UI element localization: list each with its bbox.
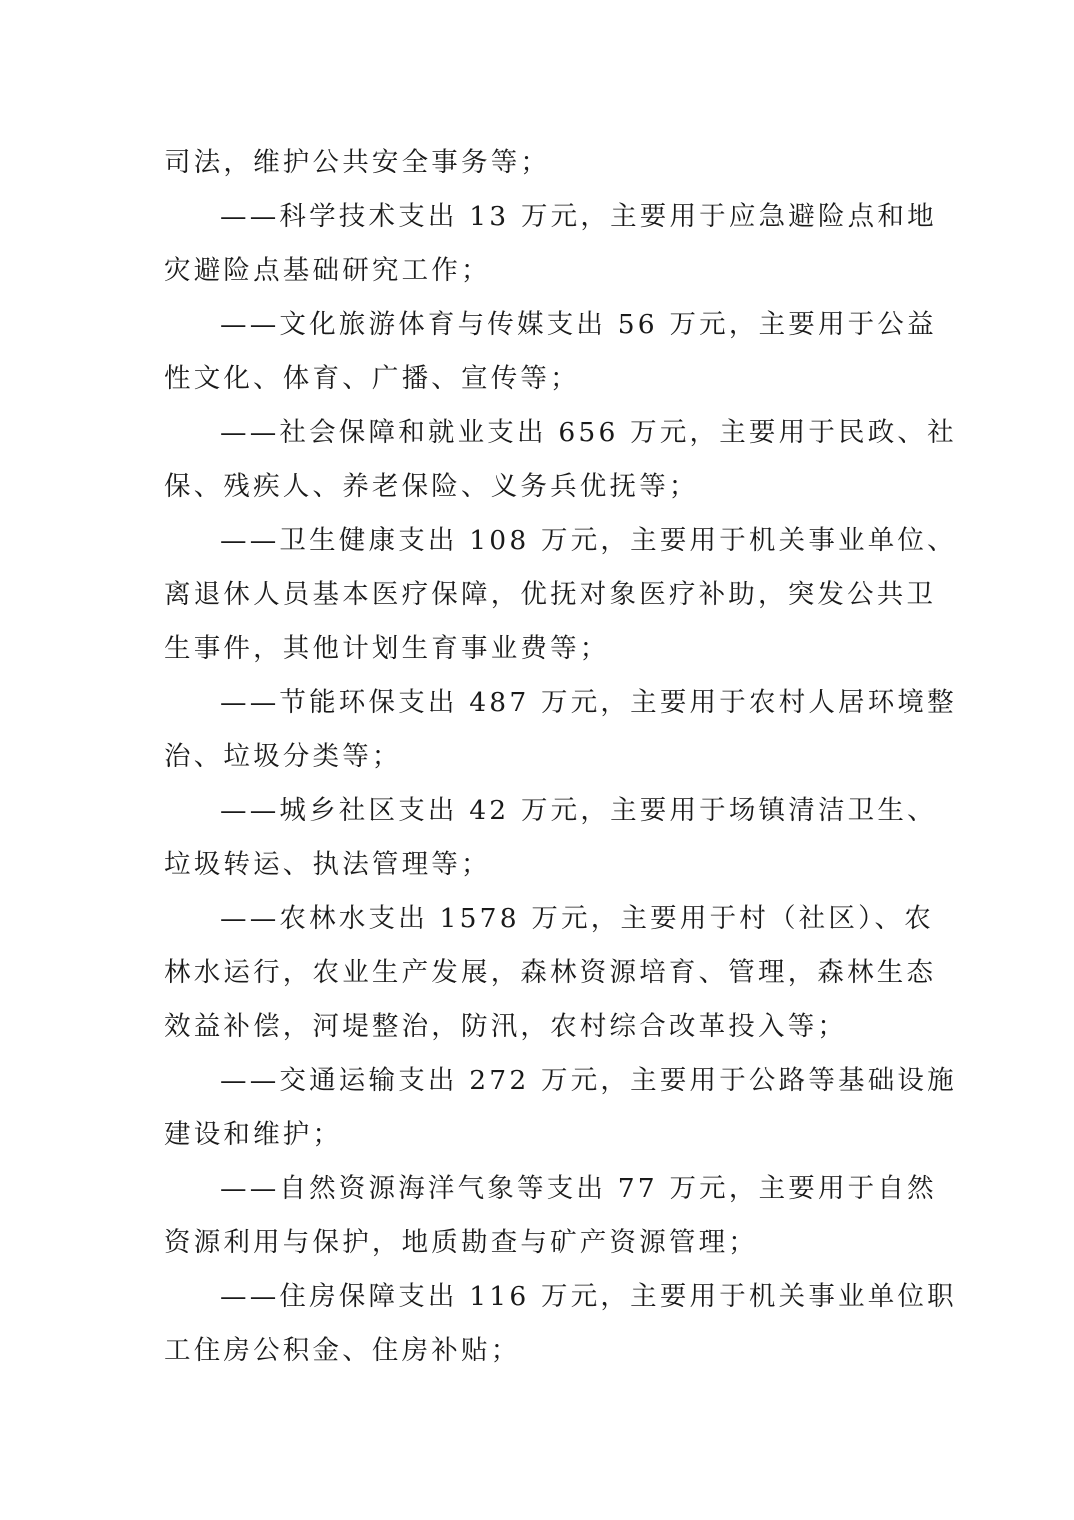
- text-line: 效益补偿，河堤整治，防汛，农村综合改革投入等；: [164, 1011, 848, 1042]
- text-line: ——卫生健康支出 108 万元，主要用于机关事业单位、: [220, 525, 957, 556]
- text-line: 性文化、体育、广播、宣传等；: [164, 363, 580, 394]
- text-line: ——科学技术支出 13 万元，主要用于应急避险点和地: [220, 201, 937, 232]
- text-line: 工住房公积金、住房补贴；: [164, 1335, 521, 1366]
- text-line: 垃圾转运、执法管理等；: [164, 849, 491, 880]
- text-line: 生事件，其他计划生育事业费等；: [164, 633, 610, 664]
- text-line: ——节能环保支出 487 万元，主要用于农村人居环境整: [220, 687, 957, 718]
- document-body: [164, 136, 957, 1378]
- text-line: 保、残疾人、养老保险、义务兵优抚等；: [164, 471, 699, 502]
- text-line: 资源利用与保护，地质勘查与矿产资源管理；: [164, 1227, 758, 1258]
- text-line: ——住房保障支出 116 万元，主要用于机关事业单位职: [220, 1281, 957, 1312]
- text-line: 灾避险点基础研究工作；: [164, 255, 491, 286]
- text-line: ——自然资源海洋气象等支出 77 万元，主要用于自然: [220, 1173, 937, 1204]
- text-line: ——文化旅游体育与传媒支出 56 万元，主要用于公益: [220, 309, 937, 340]
- text-line: 治、垃圾分类等；: [164, 741, 402, 772]
- text-line: 司法，维护公共安全事务等；: [164, 147, 551, 178]
- text-line: ——交通运输支出 272 万元，主要用于公路等基础设施: [220, 1065, 957, 1096]
- text-line: 林水运行，农业生产发展，森林资源培育、管理，森林生态: [164, 957, 937, 988]
- text-line: 离退休人员基本医疗保障，优抚对象医疗补助，突发公共卫: [164, 579, 937, 610]
- text-line: 建设和维护；: [164, 1119, 343, 1150]
- text-line: ——城乡社区支出 42 万元，主要用于场镇清洁卫生、: [220, 795, 937, 826]
- text-line: ——农林水支出 1578 万元，主要用于村（社区）、农: [220, 903, 934, 934]
- text-line: ——社会保障和就业支出 656 万元，主要用于民政、社: [220, 417, 957, 448]
